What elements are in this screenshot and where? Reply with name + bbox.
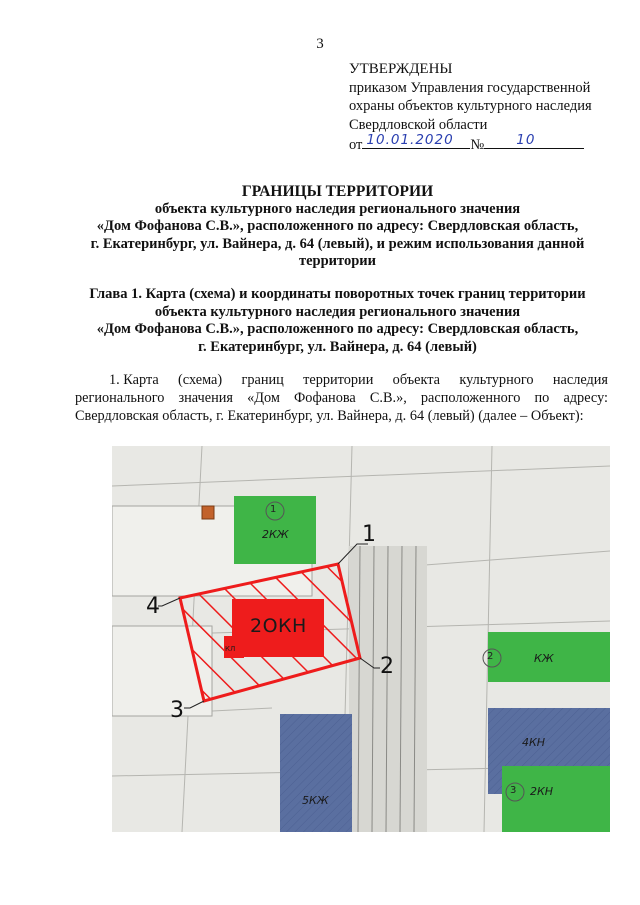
building-label-kzh: КЖ: [534, 652, 554, 665]
chapter-line: Глава 1. Карта (схема) и координаты поворотных точек границ территории: [89, 286, 586, 302]
approval-line: приказом Управления государственной: [349, 79, 591, 96]
paragraph-line: [75, 371, 608, 389]
word: 1. Карта: [109, 372, 159, 388]
word: территории: [303, 372, 374, 388]
point-label-1: 1: [362, 522, 376, 547]
word: наследия: [552, 372, 608, 388]
building-label-2kn: 2КН: [530, 785, 554, 798]
building-label-5kzh: 5КЖ: [302, 794, 329, 807]
word: С.В.»,: [369, 390, 407, 407]
word: культурного: [459, 372, 534, 388]
point-label-4: 4: [146, 594, 160, 619]
handwritten-date: 10.01.2020: [366, 132, 454, 148]
chapter-heading: [40, 286, 635, 356]
word: (схема): [178, 372, 223, 388]
building-green-2kn: [502, 766, 610, 832]
word: регионального: [75, 390, 165, 407]
from-label: от: [349, 137, 363, 153]
word: Фофанова: [294, 390, 356, 407]
number-field: [484, 134, 584, 149]
circle-label-1: 1: [270, 504, 277, 515]
document-title: [40, 183, 635, 271]
title-line: ГРАНИЦЫ ТЕРРИТОРИИ: [241, 183, 434, 200]
handwritten-number: 10: [516, 132, 536, 148]
chapter-line: объекта культурного наследия регионального значения: [154, 303, 521, 320]
number-label: №: [470, 137, 485, 153]
approval-line: Свердловской области: [349, 116, 488, 133]
title-line: территории: [299, 253, 376, 270]
word: адресу:: [563, 390, 608, 407]
title-line: «Дом Фофанова С.В.», расположенного по адресу: Свердловская область,: [96, 218, 579, 235]
word: «Дом: [247, 390, 280, 407]
chapter-line: «Дом Фофанова С.В.», расположенного по адресу: Свердловская область,: [96, 321, 579, 338]
title-line: объекта культурного наследия регионального значения: [154, 200, 521, 217]
approval-date-line: [349, 134, 592, 155]
circle-label-3: 3: [510, 785, 517, 796]
paragraph-1: [75, 371, 608, 426]
point-label-3: 3: [170, 698, 184, 723]
paragraph-line: Свердловская область, г. Екатеринбург, ул. Вайнера, д. 64 (левый) (далее – Объект):: [75, 408, 584, 425]
circle-label-2: 2: [487, 651, 494, 662]
territory-map: [112, 446, 610, 832]
title-line: г. Екатеринбург, ул. Вайнера, д. 64 (левый), и режим использования данной: [90, 235, 585, 252]
building-label-2kzh: 2КЖ: [262, 528, 289, 541]
word: значения: [178, 390, 233, 407]
word: расположенного: [420, 390, 521, 407]
chapter-line: г. Екатеринбург, ул. Вайнера, д. 64 (левый): [198, 338, 477, 355]
building-label-main: 2ОКН: [250, 615, 307, 637]
date-field: [362, 134, 470, 149]
orange-square: [202, 506, 214, 519]
word: границ: [241, 372, 284, 388]
approval-block: [349, 60, 592, 155]
word: объекта: [392, 372, 441, 388]
page-number: 3: [316, 36, 324, 52]
word: по: [534, 390, 550, 407]
building-label-4kn: 4КН: [522, 736, 546, 749]
territory-map-drawing: [112, 446, 610, 832]
paragraph-line: [75, 389, 608, 407]
building-label-annex: КЛ: [225, 645, 236, 653]
approval-line: охраны объектов культурного наследия: [349, 98, 592, 114]
point-label-2: 2: [380, 654, 394, 679]
approval-title: УТВЕРЖДЕНЫ: [349, 61, 453, 77]
